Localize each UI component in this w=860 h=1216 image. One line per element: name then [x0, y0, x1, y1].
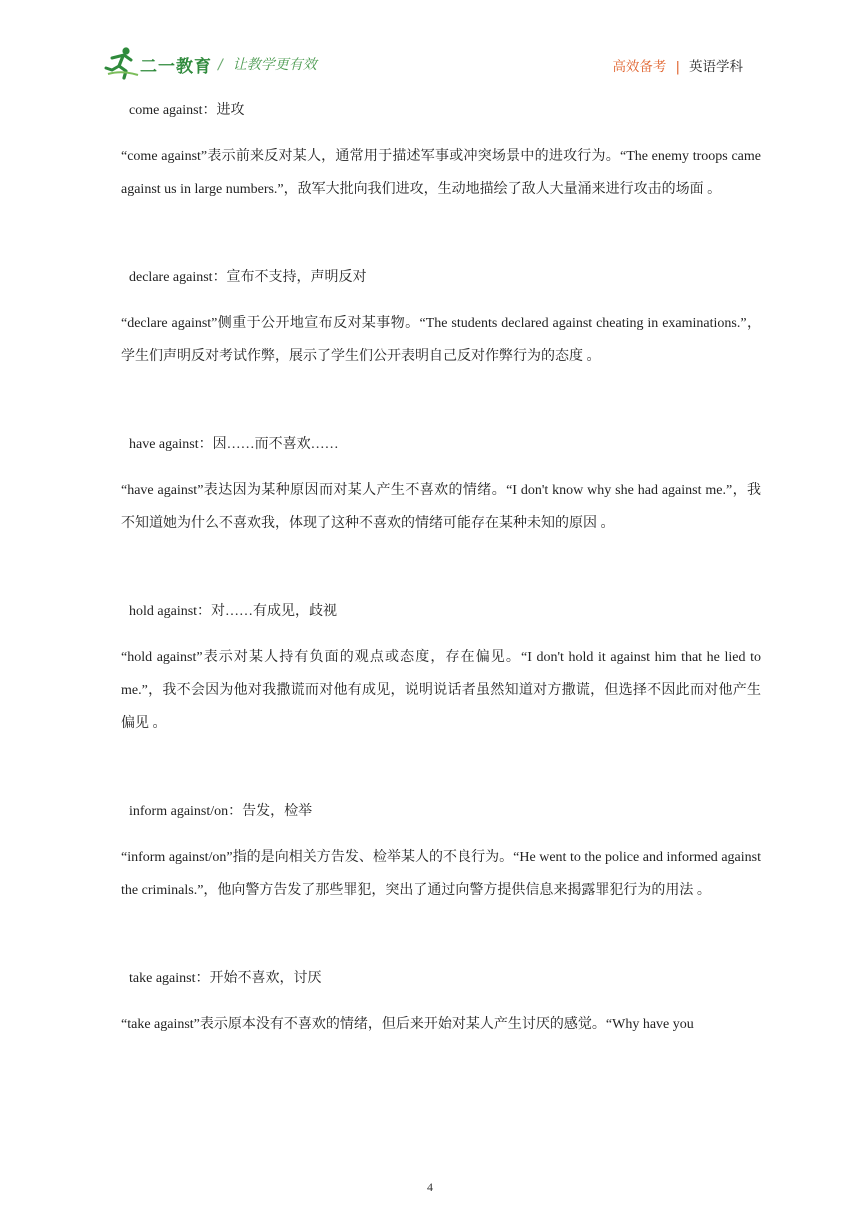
logo-text: 二一教育: [140, 57, 212, 77]
subject-label: 英语学科: [689, 59, 743, 75]
slogan-slash: /: [218, 57, 223, 73]
entry-hold-against: [121, 598, 761, 740]
slogan-text: 让教学更有效: [232, 57, 317, 73]
entry-term: take against：开始不喜欢，讨厌: [129, 971, 322, 986]
entry-explanation: “declare against”侧重于公开地宣布反对某事物。“The students declared against cheating in examinations.”，学生们声明反对考试作弊，展示了学生们公开表明自己反对作弊行为的态度 。: [121, 316, 761, 364]
entry-declare-against: [121, 264, 761, 373]
exam-label: 高效备考: [612, 59, 667, 75]
entry-term: inform against/on：告发，检举: [129, 804, 313, 819]
entry-explanation: “hold against”表示对某人持有负面的观点或态度，存在偏见。“I don't hold it against him that he lied to me.”，我不会因为他对我撒谎而对他有成见，说明说话者虽然知道对方撒谎，但选择不因此而对他产生偏见 。: [121, 650, 761, 731]
entry-explanation: “take against”表示原本没有不喜欢的情绪，但后来开始对某人产生讨厌的感觉。“Why have you: [121, 1017, 694, 1032]
entry-explanation: “have against”表达因为某种原因而对某人产生不喜欢的情绪。“I don't know why she had against me.”，我不知道她为什么不喜欢我，体现了这种不喜欢的情绪可能存在某种未知的原因 。: [121, 483, 761, 531]
entry-term: have against：因……而不喜欢……: [129, 437, 339, 452]
page-number: 4: [427, 1180, 433, 1194]
entry-term: declare against：宣布不支持，声明反对: [129, 270, 367, 285]
entry-inform-against: [121, 798, 761, 907]
logo: [104, 46, 214, 80]
slogan: [218, 54, 317, 74]
entry-explanation: “come against”表示前来反对某人，通常用于描述军事或冲突场景中的进攻行为。“The enemy troops came against us in large numbers.”，敌军大批向我们进攻，生动地描绘了敌人大量涌来进行攻击的场面 。: [121, 149, 761, 197]
entry-take-against: [121, 965, 761, 1041]
running-figure-icon: [104, 46, 140, 80]
page-header: [0, 0, 860, 90]
document-body: [121, 97, 761, 1099]
entry-come-against: [121, 97, 761, 206]
header-subject-info: [612, 55, 743, 75]
entry-term: hold against：对……有成见，歧视: [129, 604, 338, 619]
entry-have-against: [121, 431, 761, 540]
entry-term: come against：进攻: [129, 103, 245, 118]
entry-explanation: “inform against/on”指的是向相关方告发、检举某人的不良行为。“He went to the police and informed against the criminals.”，他向警方告发了那些罪犯，突出了通过向警方提供信息来揭露罪犯行为的用法 。: [121, 850, 761, 898]
header-separator: |: [675, 59, 680, 75]
